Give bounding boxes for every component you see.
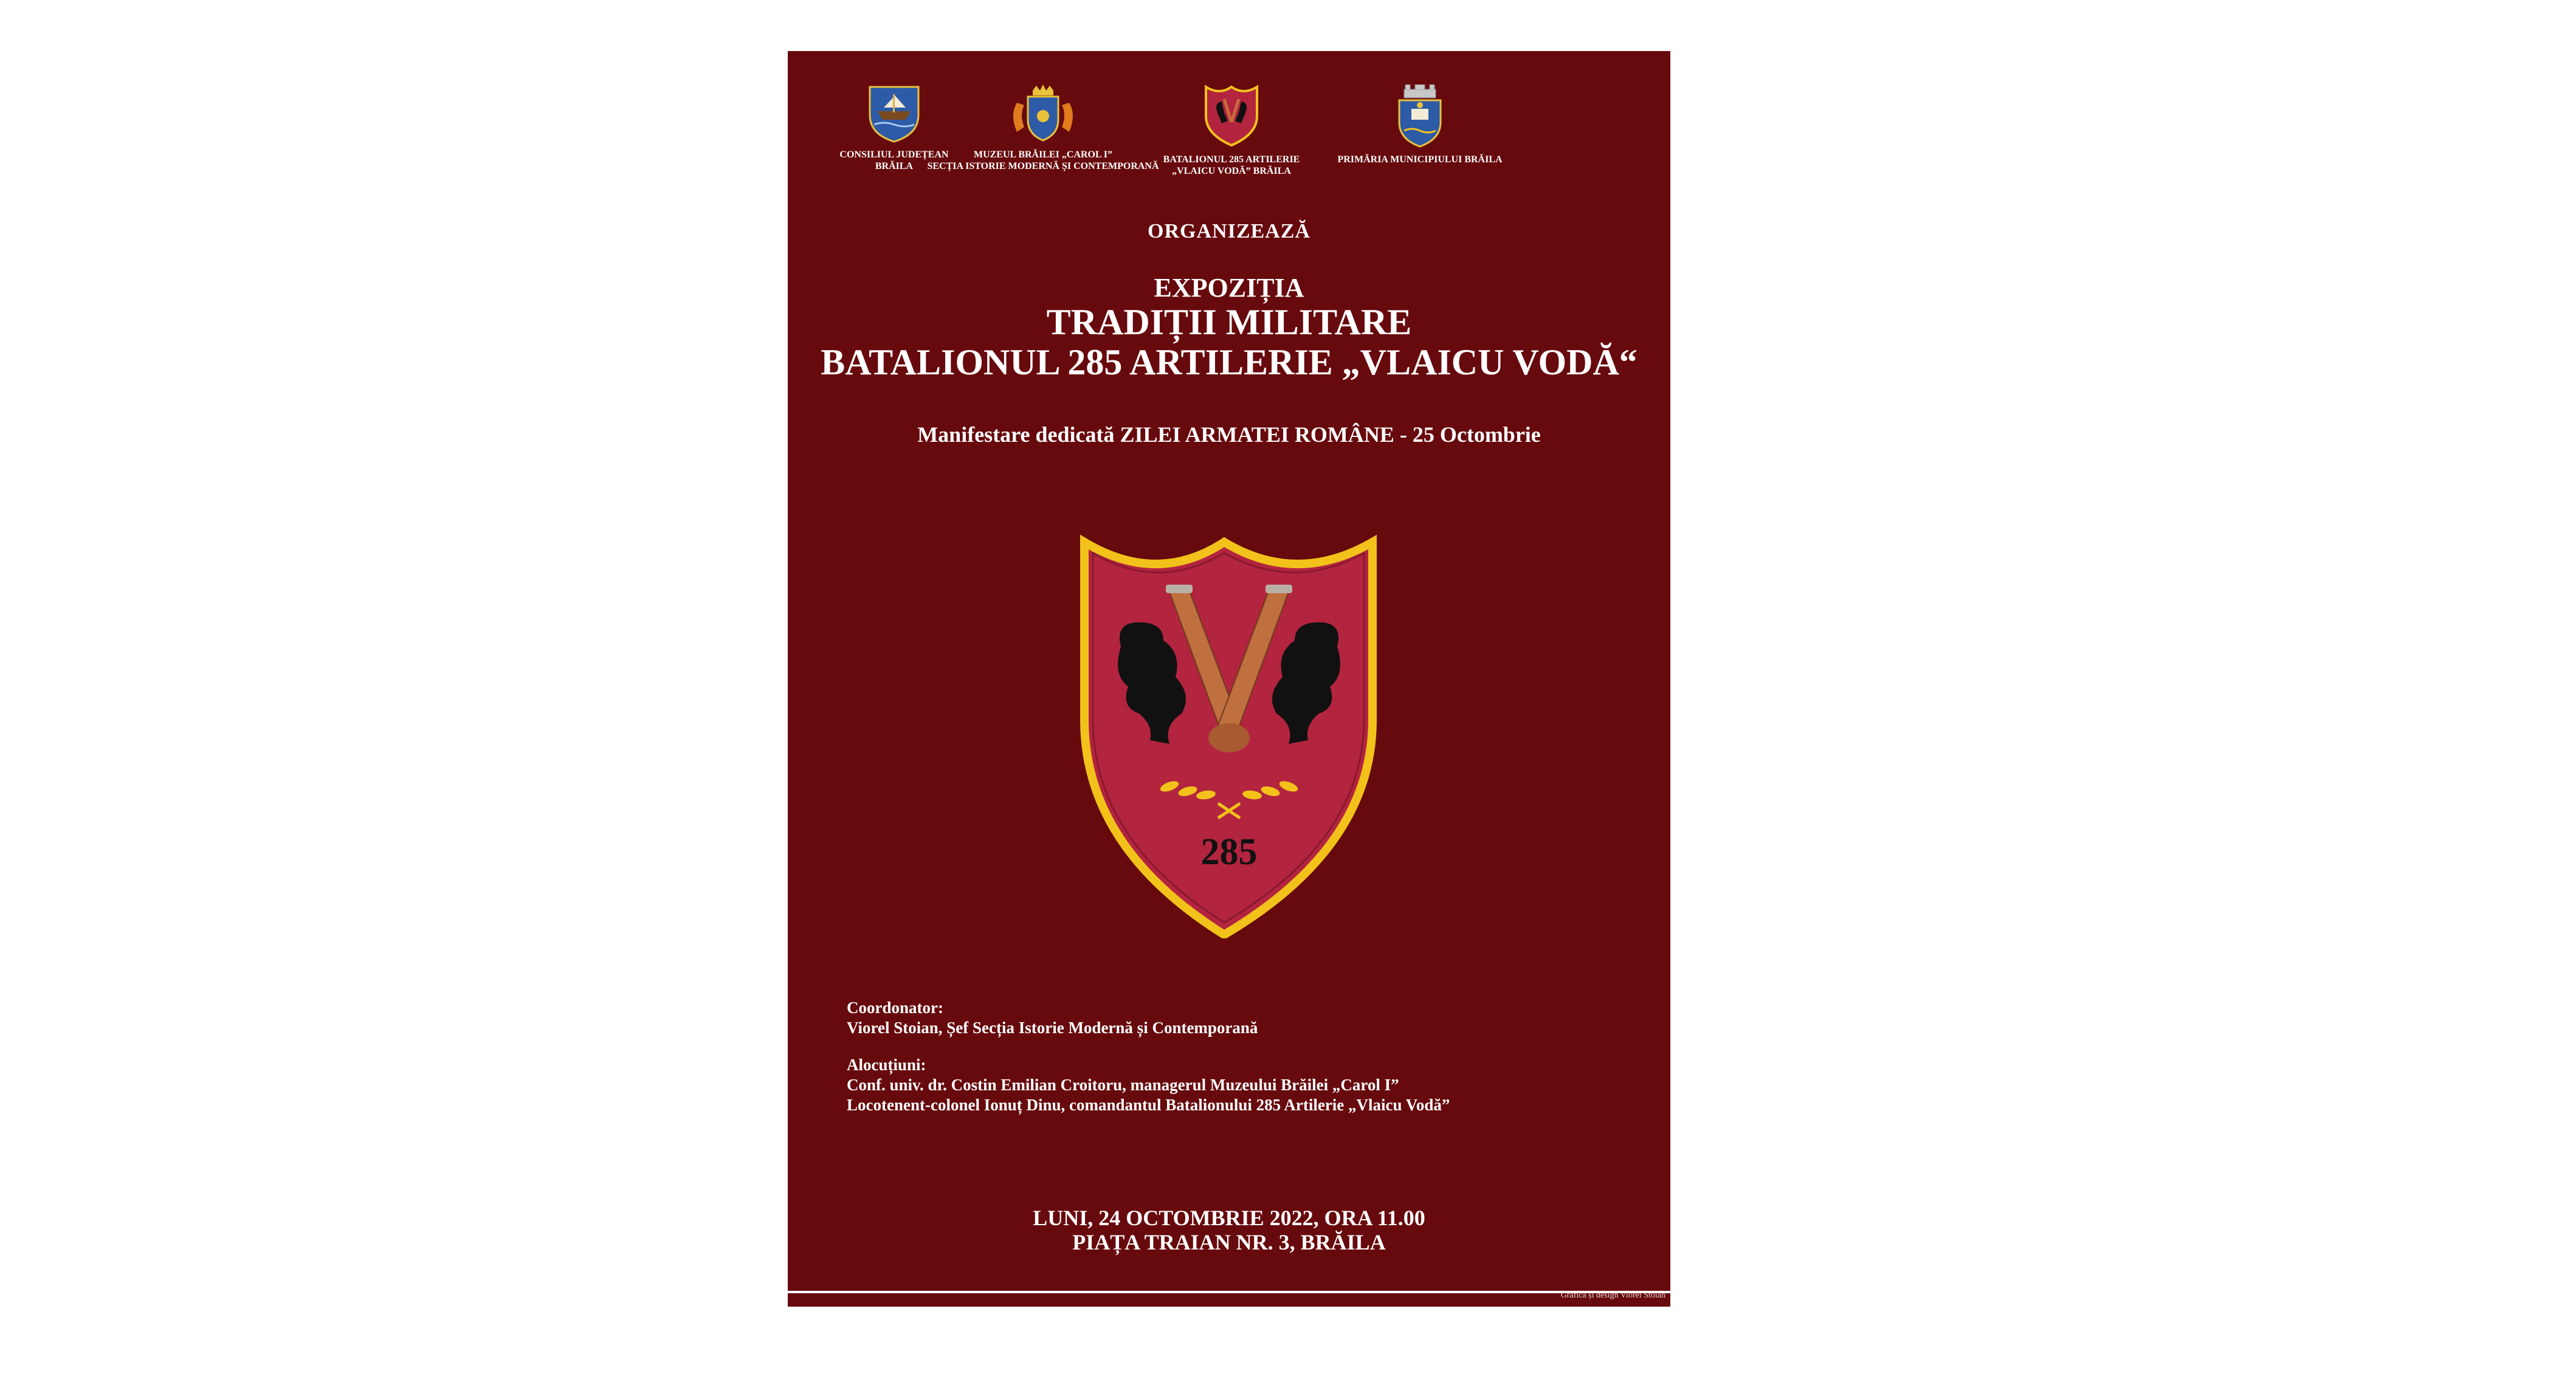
exhibition-label: EXPOZIȚIA [1154, 273, 1304, 303]
logo-city-hall [1286, 84, 1554, 165]
speeches-block [847, 1055, 1450, 1115]
organizes-label: ORGANIZEAZĂ [1148, 220, 1310, 242]
logo-caption-line: MUZEUL BRĂILEI „CAROL I” [973, 150, 1113, 160]
speaker-line: Locotenent-colonel Ionuț Dinu, comandantul Batalionului 285 Artilerie „Vlaicu Vodă” [847, 1096, 1450, 1114]
design-credit: Grafică și design Viorel Stoian [1560, 1291, 1665, 1300]
speaker-line: Conf. univ. dr. Costin Emilian Croitoru, managerul Muzeului Brăilei „Carol I” [847, 1076, 1399, 1094]
footer-divider [788, 1291, 1670, 1293]
event-date: LUNI, 24 OCTOMBRIE 2022, ORA 11.00 [1033, 1206, 1425, 1230]
logo-caption-line: CONSILIUL JUDEȚEAN [839, 150, 949, 160]
battalion-emblem-icon [1204, 84, 1259, 148]
exhibition-title: TRADIȚII MILITARE [1046, 302, 1412, 342]
speeches-label: Alocuțiuni: [847, 1056, 926, 1074]
coordinator-block [847, 998, 1258, 1038]
exhibition-title-battalion: BATALIONUL 285 ARTILERIE „VLAICU VODĂ“ [821, 342, 1638, 382]
museum-coat-of-arms-icon [1010, 84, 1076, 143]
event-details [788, 1206, 1670, 1254]
coordinator-label: Coordonator: [847, 999, 943, 1017]
event-subtitle: Manifestare dedicată ZILEI ARMATEI ROMÂNE - 25 Octombrie [917, 422, 1541, 447]
coordinator-name: Viorel Stoian, Șef Secția Istorie Modernă și Contemporană [847, 1019, 1258, 1037]
logo-caption-line: „VLAICU VODĂ” BRĂILA [1172, 166, 1291, 176]
crest-number: 285 [1200, 831, 1258, 873]
logo-caption-line: PRIMĂRIA MUNICIPIULUI BRĂILA [1337, 154, 1503, 165]
event-place: PIAȚA TRAIAN NR. 3, BRĂILA [1072, 1230, 1386, 1254]
exhibition-poster [788, 51, 1670, 1307]
logo-caption-line: BATALIONUL 285 ARTILERIE [1163, 154, 1300, 165]
battalion-crest [1078, 531, 1380, 938]
logo-caption-line: BRĂILA [875, 161, 914, 171]
logo-caption-line: SECȚIA ISTORIE MODERNĂ ȘI CONTEMPORANĂ [927, 161, 1159, 171]
battalion-crest-icon [1078, 531, 1380, 938]
city-hall-coat-of-arms-icon [1396, 84, 1444, 148]
